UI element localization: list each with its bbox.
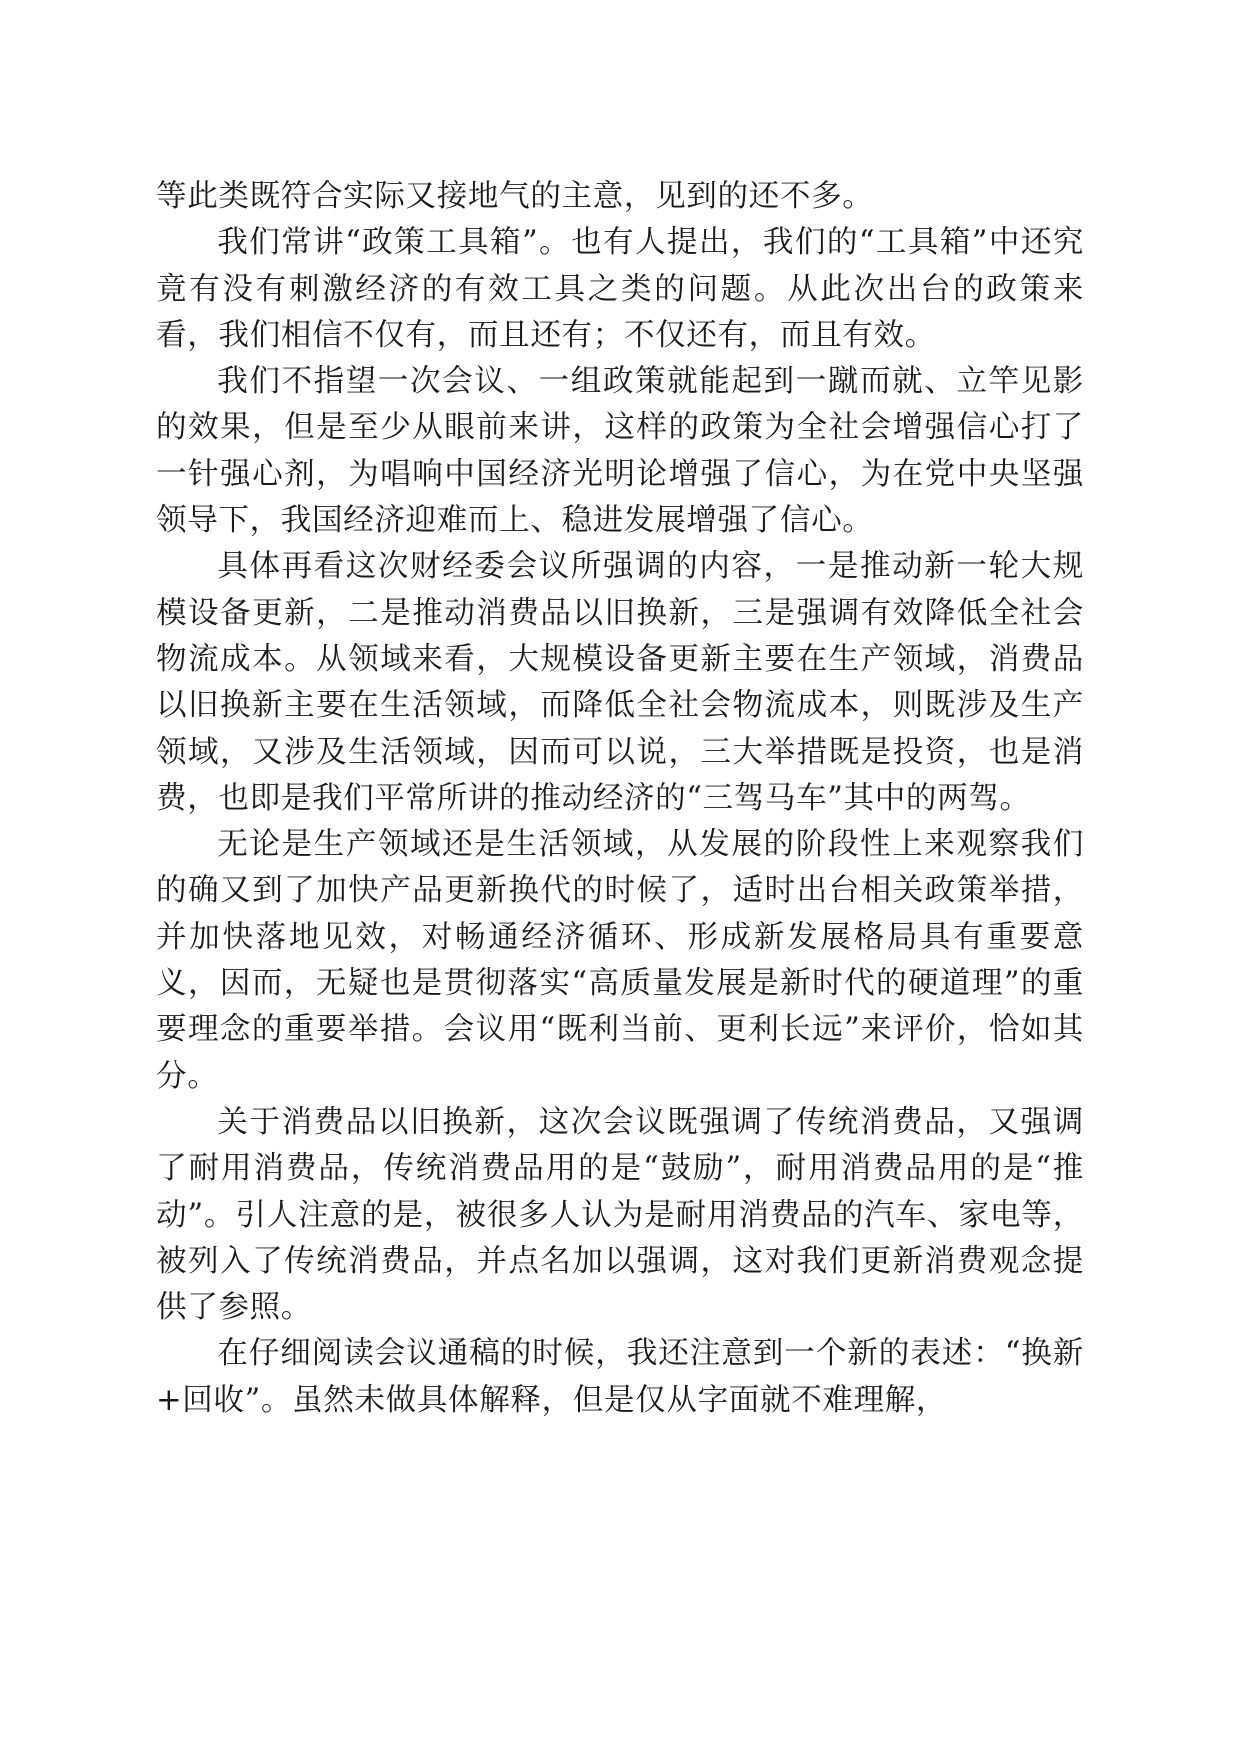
paragraph-continuation: 等此类既符合实际又接地气的主意，见到的还不多。: [156, 179, 874, 214]
paragraph-trade-in-recycling: 在仔细阅读会议通稿的时候，我还注意到一个新的表述：“换新+回收”。虽然未做具体解释，但是仅从字面就不难理解，: [156, 1336, 1084, 1418]
paragraph-meeting-content: 具体再看这次财经委会议所强调的内容，一是推动新一轮大规模设备更新，二是推动消费品以旧换新，三是强调有效降低全社会物流成本。从领域来看，大规模设备更新主要在生产领域，消费品以旧换新主要在生活领域，而降低全社会物流成本，则既涉及生产领域，又涉及生活领域，因而可以说，三大举措既是投资，也是消费，也即是我们平常所讲的推动经济的“三驾马车”其中的两驾。: [156, 549, 1084, 816]
paragraph-upgrade-timing: 无论是生产领域还是生活领域，从发展的阶段性上来观察我们的确又到了加快产品更新换代的时候了，适时出台相关政策举措，并加快落地见效，对畅通经济循环、形成新发展格局具有重要意义，因而，无疑也是贯彻落实“高质量发展是新时代的硬道理”的重要理念的重要举措。会议用“既利当前、更利长远”来评价，恰如其分。: [156, 827, 1084, 1094]
document-page: [156, 174, 1084, 1424]
paragraph-confidence: 我们不指望一次会议、一组政策就能起到一蹴而就、立竿见影的效果，但是至少从眼前来讲，这样的政策为全社会增强信心打了一针强心剂，为唱响中国经济光明论增强了信心，为在党中央坚强领导下，我国经济迎难而上、稳进发展增强了信心。: [156, 364, 1084, 539]
paragraph-policy-toolbox: 我们常讲“政策工具箱”。也有人提出，我们的“工具箱”中还究竟有没有刺激经济的有效工具之类的问题。从此次出台的政策来看，我们相信不仅有，而且还有；不仅还有，而且有效。: [156, 225, 1084, 353]
paragraph-consumer-goods: 关于消费品以旧换新，这次会议既强调了传统消费品，又强调了耐用消费品，传统消费品用的是“鼓励”，耐用消费品用的是“推动”。引人注意的是，被很多人认为是耐用消费品的汽车、家电等，被列入了传统消费品，并点名加以强调，这对我们更新消费观念提供了参照。: [156, 1104, 1084, 1326]
